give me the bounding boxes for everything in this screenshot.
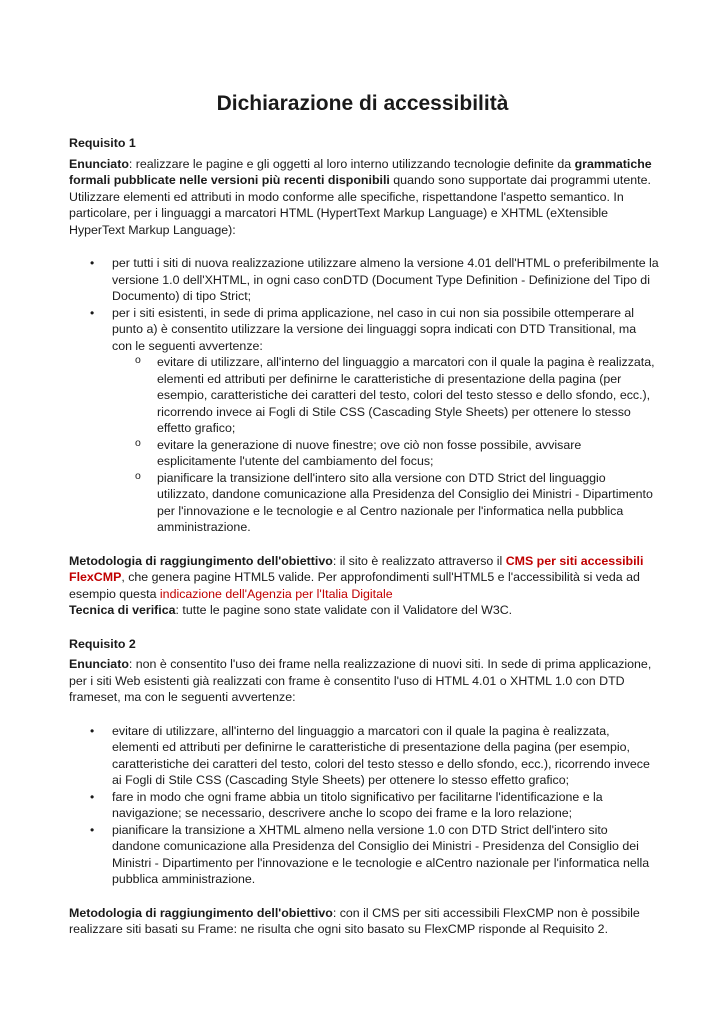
methodology-label: Metodologia di raggiungimento dell'obiettivo	[69, 553, 333, 568]
requirement-2-methodology	[69, 905, 659, 938]
requirement-2-statement	[69, 656, 659, 706]
requirement-2-bullet-list	[69, 723, 659, 888]
list-item-text: per i siti esistenti, in sede di prima applicazione, nel caso in cui non sia possibile ottemperare al punto a) è consentito utilizzare la versione dei linguaggi sopra indicati con DTD Transitional, ma con le seguenti avvertenze:	[112, 305, 637, 353]
methodology-label: Metodologia di raggiungimento dell'obiettivo	[69, 905, 333, 920]
requirement-1-bullet-list	[69, 255, 659, 536]
list-item: • pianificare la transizione a XHTML almeno nella versione 1.0 con DTD Strict dell'intero sito dandone comunicazione alla Presidenza del Consiglio dei Ministri - Presidenza del Consiglio dei Ministri - Dipartimento per l'innovazione e le tecnologie e alCentro nazionale per l'informatica nella pubblica amministrazione.	[112, 822, 659, 888]
requirement-2-heading: Requisito 2	[69, 636, 136, 651]
methodology-text-a: : il sito è realizzato attraverso il	[332, 553, 506, 568]
requirement-1-methodology	[69, 553, 659, 603]
sub-list-item: o pianificare la transizione dell'intero sito alla versione con DTD Strict del linguaggio utilizzato, dandone comunicazione alla Presidenza del Consiglio dei Ministri - Dipartimento per l'innovazione e le tecnologie e al Centro nazionale per l'informatica nella pubblica amministrazione.	[157, 470, 659, 536]
requirement-1-verification	[69, 602, 659, 619]
sub-list-item: o evitare di utilizzare, all'interno del linguaggio a marcatori con il quale la pagina è realizzata, elementi ed attributi per definirne le caratteristiche di presentazione della pagina (per esempio, caratteristiche dei caratteri del testo, colori del testo stesso e dello sfondo, ecc.), ricorrendo invece ai Fogli di Stile CSS (Cascading Style Sheets) per ottenere lo stesso effetto grafico;	[157, 354, 659, 437]
statement-label: Enunciato	[69, 657, 129, 671]
requirement-1-section	[69, 135, 659, 619]
statement-text-a: : realizzare le pagine e gli oggetti al loro interno utilizzando tecnologie definite da	[128, 156, 575, 171]
requirement-1-heading: Requisito 1	[69, 136, 136, 150]
verification-text: : tutte le pagine sono state validate con il Validatore del W3C.	[175, 603, 513, 617]
list-item: • evitare di utilizzare, all'interno del linguaggio a marcatori con il quale la pagina è realizzata, elementi ed attributi per definirne le caratteristiche di presentazione della pagina (per esempio, caratteristiche dei caratteri del testo, colori del testo stesso e dello sfondo, ecc.), ricorrendo invece ai Fogli di Stile CSS (Cascading Style Sheets) per ottenere lo stesso effetto grafico;	[112, 723, 659, 789]
verification-label: Tecnica di verifica	[69, 603, 176, 617]
list-item: • per tutti i siti di nuova realizzazione utilizzare almeno la versione 4.01 dell'HTML o preferibilmente la versione 1.0 dell'XHTML, in ogni caso conDTD (Document Type Definition - Definizione del Tipo di Documento) di tipo Strict;	[112, 255, 659, 305]
list-item: • fare in modo che ogni frame abbia un titolo significativo per facilitarne l'identificazione e la navigazione; se necessario, descrivere anche lo scopo dei frame e la loro relazione;	[112, 789, 659, 822]
statement-text-b: quando sono supportate dai programmi utente. Utilizzare elementi ed attributi in modo conforme alle specifiche, rispettandone l'aspetto semantico. In particolare, per i linguaggi a marcatori HTML (HypertText Markup Language) e XHTML (eXtensible HyperText Markup Language):	[69, 173, 651, 237]
agid-link[interactable]: indicazione dell'Agenzia per l'Italia Digitale	[159, 586, 393, 601]
methodology-text: : con il CMS per siti accessibili FlexCMP non è possibile realizzare siti basati su Frame: ne risulta che ogni sito basato su FlexCMP risponde al Requisito 2.	[69, 905, 640, 936]
document-body	[69, 135, 659, 938]
requirement-1-sub-bullet-list	[112, 354, 659, 536]
requirement-1-statement	[69, 156, 659, 239]
sub-list-item: o evitare la generazione di nuove finestre; ove ciò non fosse possibile, avvisare esplicitamente l'utente del cambiamento del focus;	[157, 437, 659, 470]
requirement-2-section	[69, 636, 659, 938]
statement-text: : non è consentito l'uso dei frame nella realizzazione di nuovi siti. In sede di prima applicazione, per i siti Web esistenti già realizzati con frame è consentito l'uso di HTML 4.01 o XHTML 1.0 con DTD frameset, ma con le seguenti avvertenze:	[69, 657, 652, 704]
flexcmp-link[interactable]: CMS per siti accessibili FlexCMP	[69, 553, 644, 584]
methodology-text-b: , che genera pagine HTML5 valide. Per approfondimenti sull'HTML5 e l'accessibilità si veda ad esempio questa	[69, 570, 640, 601]
statement-bold-text: grammatiche formali pubblicate nelle versioni più recenti disponibili	[69, 156, 652, 187]
page-title: Dichiarazione di accessibilità	[216, 92, 509, 115]
list-item	[112, 305, 659, 536]
statement-label: Enunciato	[69, 156, 129, 171]
